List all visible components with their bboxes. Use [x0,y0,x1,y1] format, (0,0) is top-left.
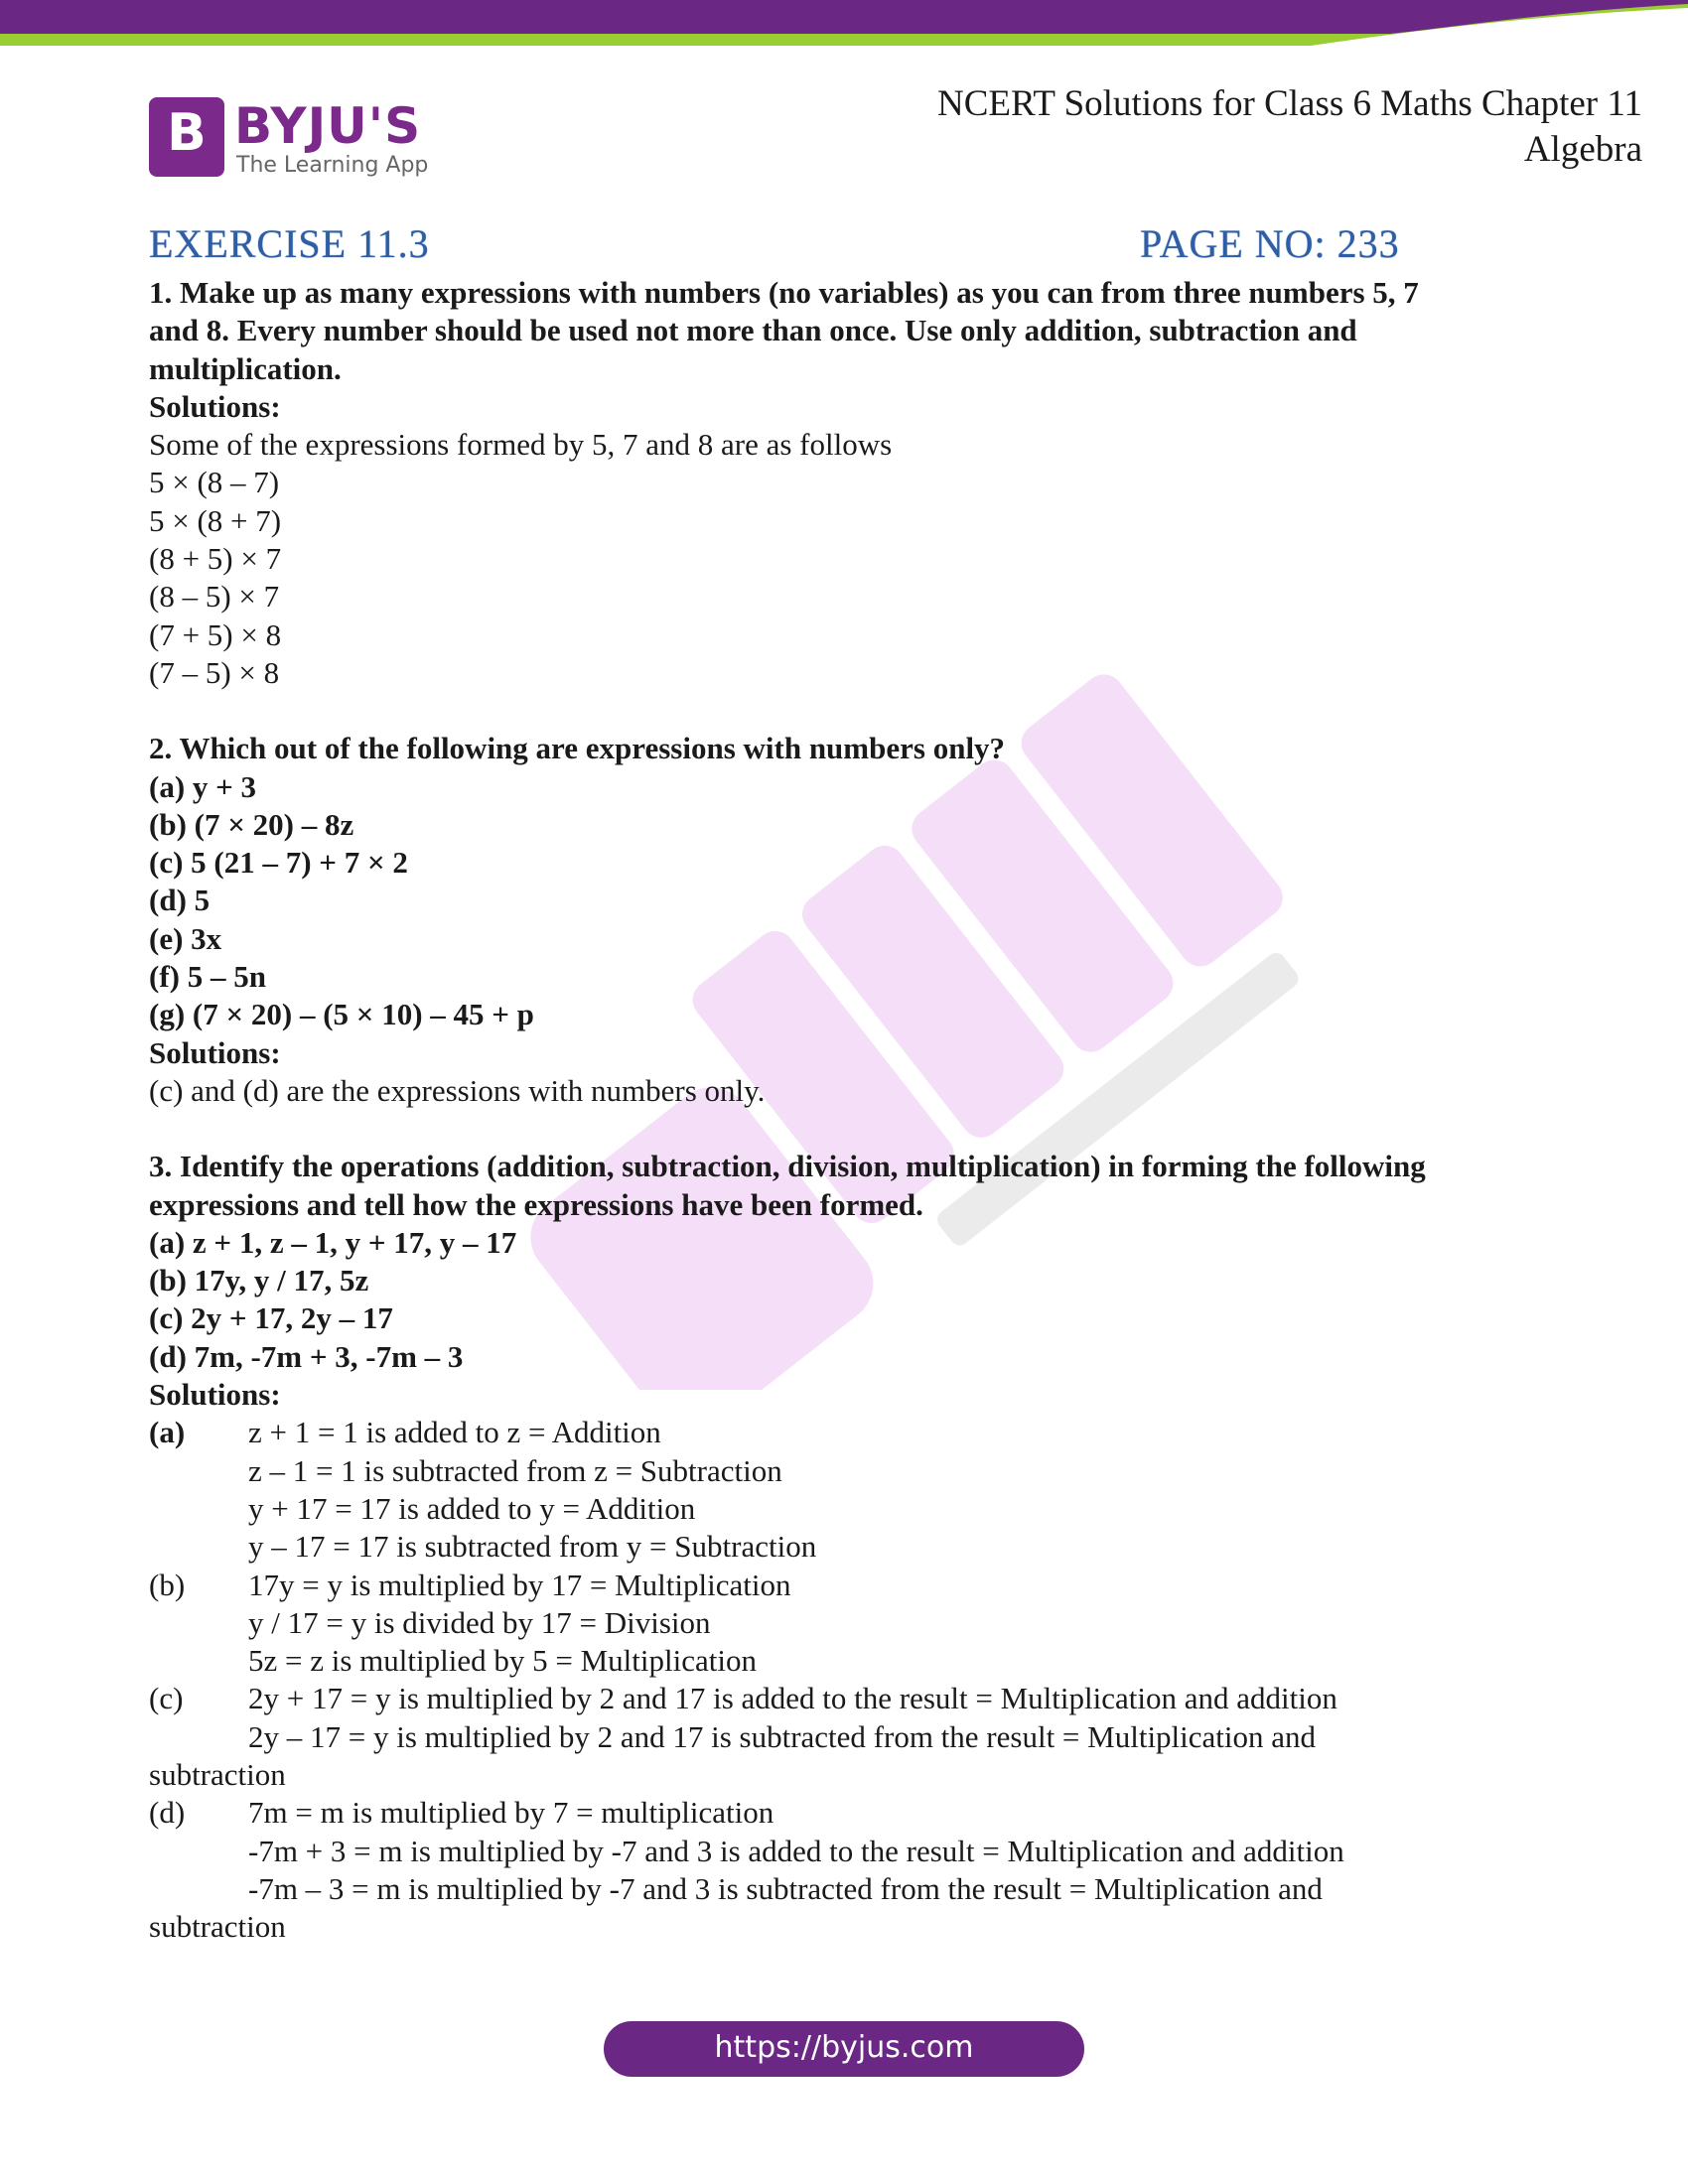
q3-answer-d-label: (d) [149,1795,186,1831]
exercise-label: EXERCISE 11.3 [149,221,430,266]
q2-question: 2. Which out of the following are expressions with numbers only? [149,731,1006,766]
q3-question-line: 3. Identify the operations (addition, subtraction, division, multiplication) in forming the following [149,1149,1426,1184]
q3-answer-c-line: 2y + 17 = y is multiplied by 2 and 17 is added to the result = Multiplication and addition [248,1681,1337,1716]
q3-answer-b-label: (b) [149,1567,186,1602]
q1-question-line: 1. Make up as many expressions with numbers (no variables) as you can from three numbers 5, 7 [149,275,1419,310]
q3-answer-c-row [149,1718,1539,1756]
title-line-2: Algebra [1523,129,1642,170]
q3-answer-d-row [149,1794,1539,1832]
q2-solutions-label: Solutions: [149,1034,281,1070]
q1-question-line: and 8. Every number should be used not more than once. Use only addition, subtraction and [149,313,1357,348]
q2-option: (f) 5 – 5n [149,959,266,995]
q3-answer-b-line: 5z = z is multiplied by 5 = Multiplication [248,1643,757,1679]
q3-solutions-label: Solutions: [149,1377,281,1413]
q3-answer-b-line: y / 17 = y is divided by 17 = Division [248,1604,711,1640]
q2-option: (c) 5 (21 – 7) + 7 × 2 [149,845,408,881]
q3-answer-a-label: (a) [149,1415,186,1450]
title-line-1: NCERT Solutions for Class 6 Maths Chapter 11 [936,83,1642,124]
q3-answer-a-row [149,1490,1539,1528]
footer-url-link[interactable]: https://byjus.com [714,2030,974,2065]
q1-answer-expression: (7 – 5) × 8 [149,654,280,690]
q3-answer-c-wrap: subtraction [149,1756,286,1792]
logo-letter: B [167,103,207,163]
q3-answer-c-row [149,1680,1539,1717]
q1-answer-expression: (7 + 5) × 8 [149,616,282,652]
q3-answer-b-line: 17y = y is multiplied by 17 = Multiplication [248,1567,791,1602]
q3-answer-d-line: -7m – 3 = m is multiplied by -7 and 3 is subtracted from the result = Multiplication and [248,1870,1323,1906]
q1-answer-expression: (8 + 5) × 7 [149,541,282,577]
q3-answer-b-row [149,1567,1539,1604]
q3-answer-a-row [149,1452,1539,1490]
q1-answer-expression: (8 – 5) × 7 [149,579,280,614]
exercise-header [149,220,1420,270]
q3-answer-a-row [149,1528,1539,1566]
document-content [149,274,1539,1946]
q3-answer-c-line: 2y – 17 = y is multiplied by 2 and 17 is subtracted from the result = Multiplication and [248,1718,1317,1754]
q3-answer-a-line: z + 1 = 1 is added to z = Addition [248,1415,661,1450]
q2-option: (b) (7 × 20) – 8z [149,806,354,842]
document-title [937,81,1642,173]
byjus-logo [149,97,447,181]
top-decorative-band [0,0,1688,64]
q1-intro: Some of the expressions formed by 5, 7 and 8 are as follows [149,427,893,463]
q3-option: (a) z + 1, z – 1, y + 17, y – 17 [149,1224,517,1260]
q3-answer-a-line: y + 17 = 17 is added to y = Addition [248,1490,696,1526]
logo-name: BYJU'S [234,97,422,155]
q3-option: (b) 17y, y / 17, 5z [149,1263,369,1298]
footer-url-pill[interactable] [604,2021,1084,2077]
q2-option: (a) y + 3 [149,768,257,804]
q3-answer-a-line: z – 1 = 1 is subtracted from z = Subtraction [248,1452,782,1488]
page-number-label: PAGE NO: 233 [1140,221,1400,266]
q2-answer: (c) and (d) are the expressions with numbers only. [149,1072,766,1108]
q3-answer-b-row [149,1604,1539,1642]
q3-answer-a-line: y – 17 = 17 is subtracted from y = Subtraction [248,1529,817,1565]
q3-answer-d-row [149,1833,1539,1870]
logo-mark [149,97,224,177]
q3-answer-c-label: (c) [149,1681,184,1716]
q2-option: (e) 3x [149,920,222,956]
q1-solutions-label: Solutions: [149,388,281,424]
q1-answer-expression: 5 × (8 + 7) [149,502,282,538]
q3-answer-d-wrap: subtraction [149,1909,286,1945]
q3-answer-d-line: -7m + 3 = m is multiplied by -7 and 3 is added to the result = Multiplication and addition [248,1833,1344,1868]
q3-answer-d-row [149,1870,1539,1908]
q3-option: (c) 2y + 17, 2y – 17 [149,1300,393,1336]
q1-question-line: multiplication. [149,350,342,386]
q3-option: (d) 7m, -7m + 3, -7m – 3 [149,1338,464,1374]
q2-option: (g) (7 × 20) – (5 × 10) – 45 + p [149,997,534,1032]
q3-question-line: expressions and tell how the expressions have been formed. [149,1186,923,1222]
q3-answer-b-row [149,1642,1539,1680]
q3-answer-a-row [149,1414,1539,1451]
q3-answer-d-line: 7m = m is multiplied by 7 = multiplication [248,1795,774,1831]
logo-tagline: The Learning App [236,153,429,178]
q1-answer-expression: 5 × (8 – 7) [149,465,280,500]
q2-option: (d) 5 [149,883,211,918]
